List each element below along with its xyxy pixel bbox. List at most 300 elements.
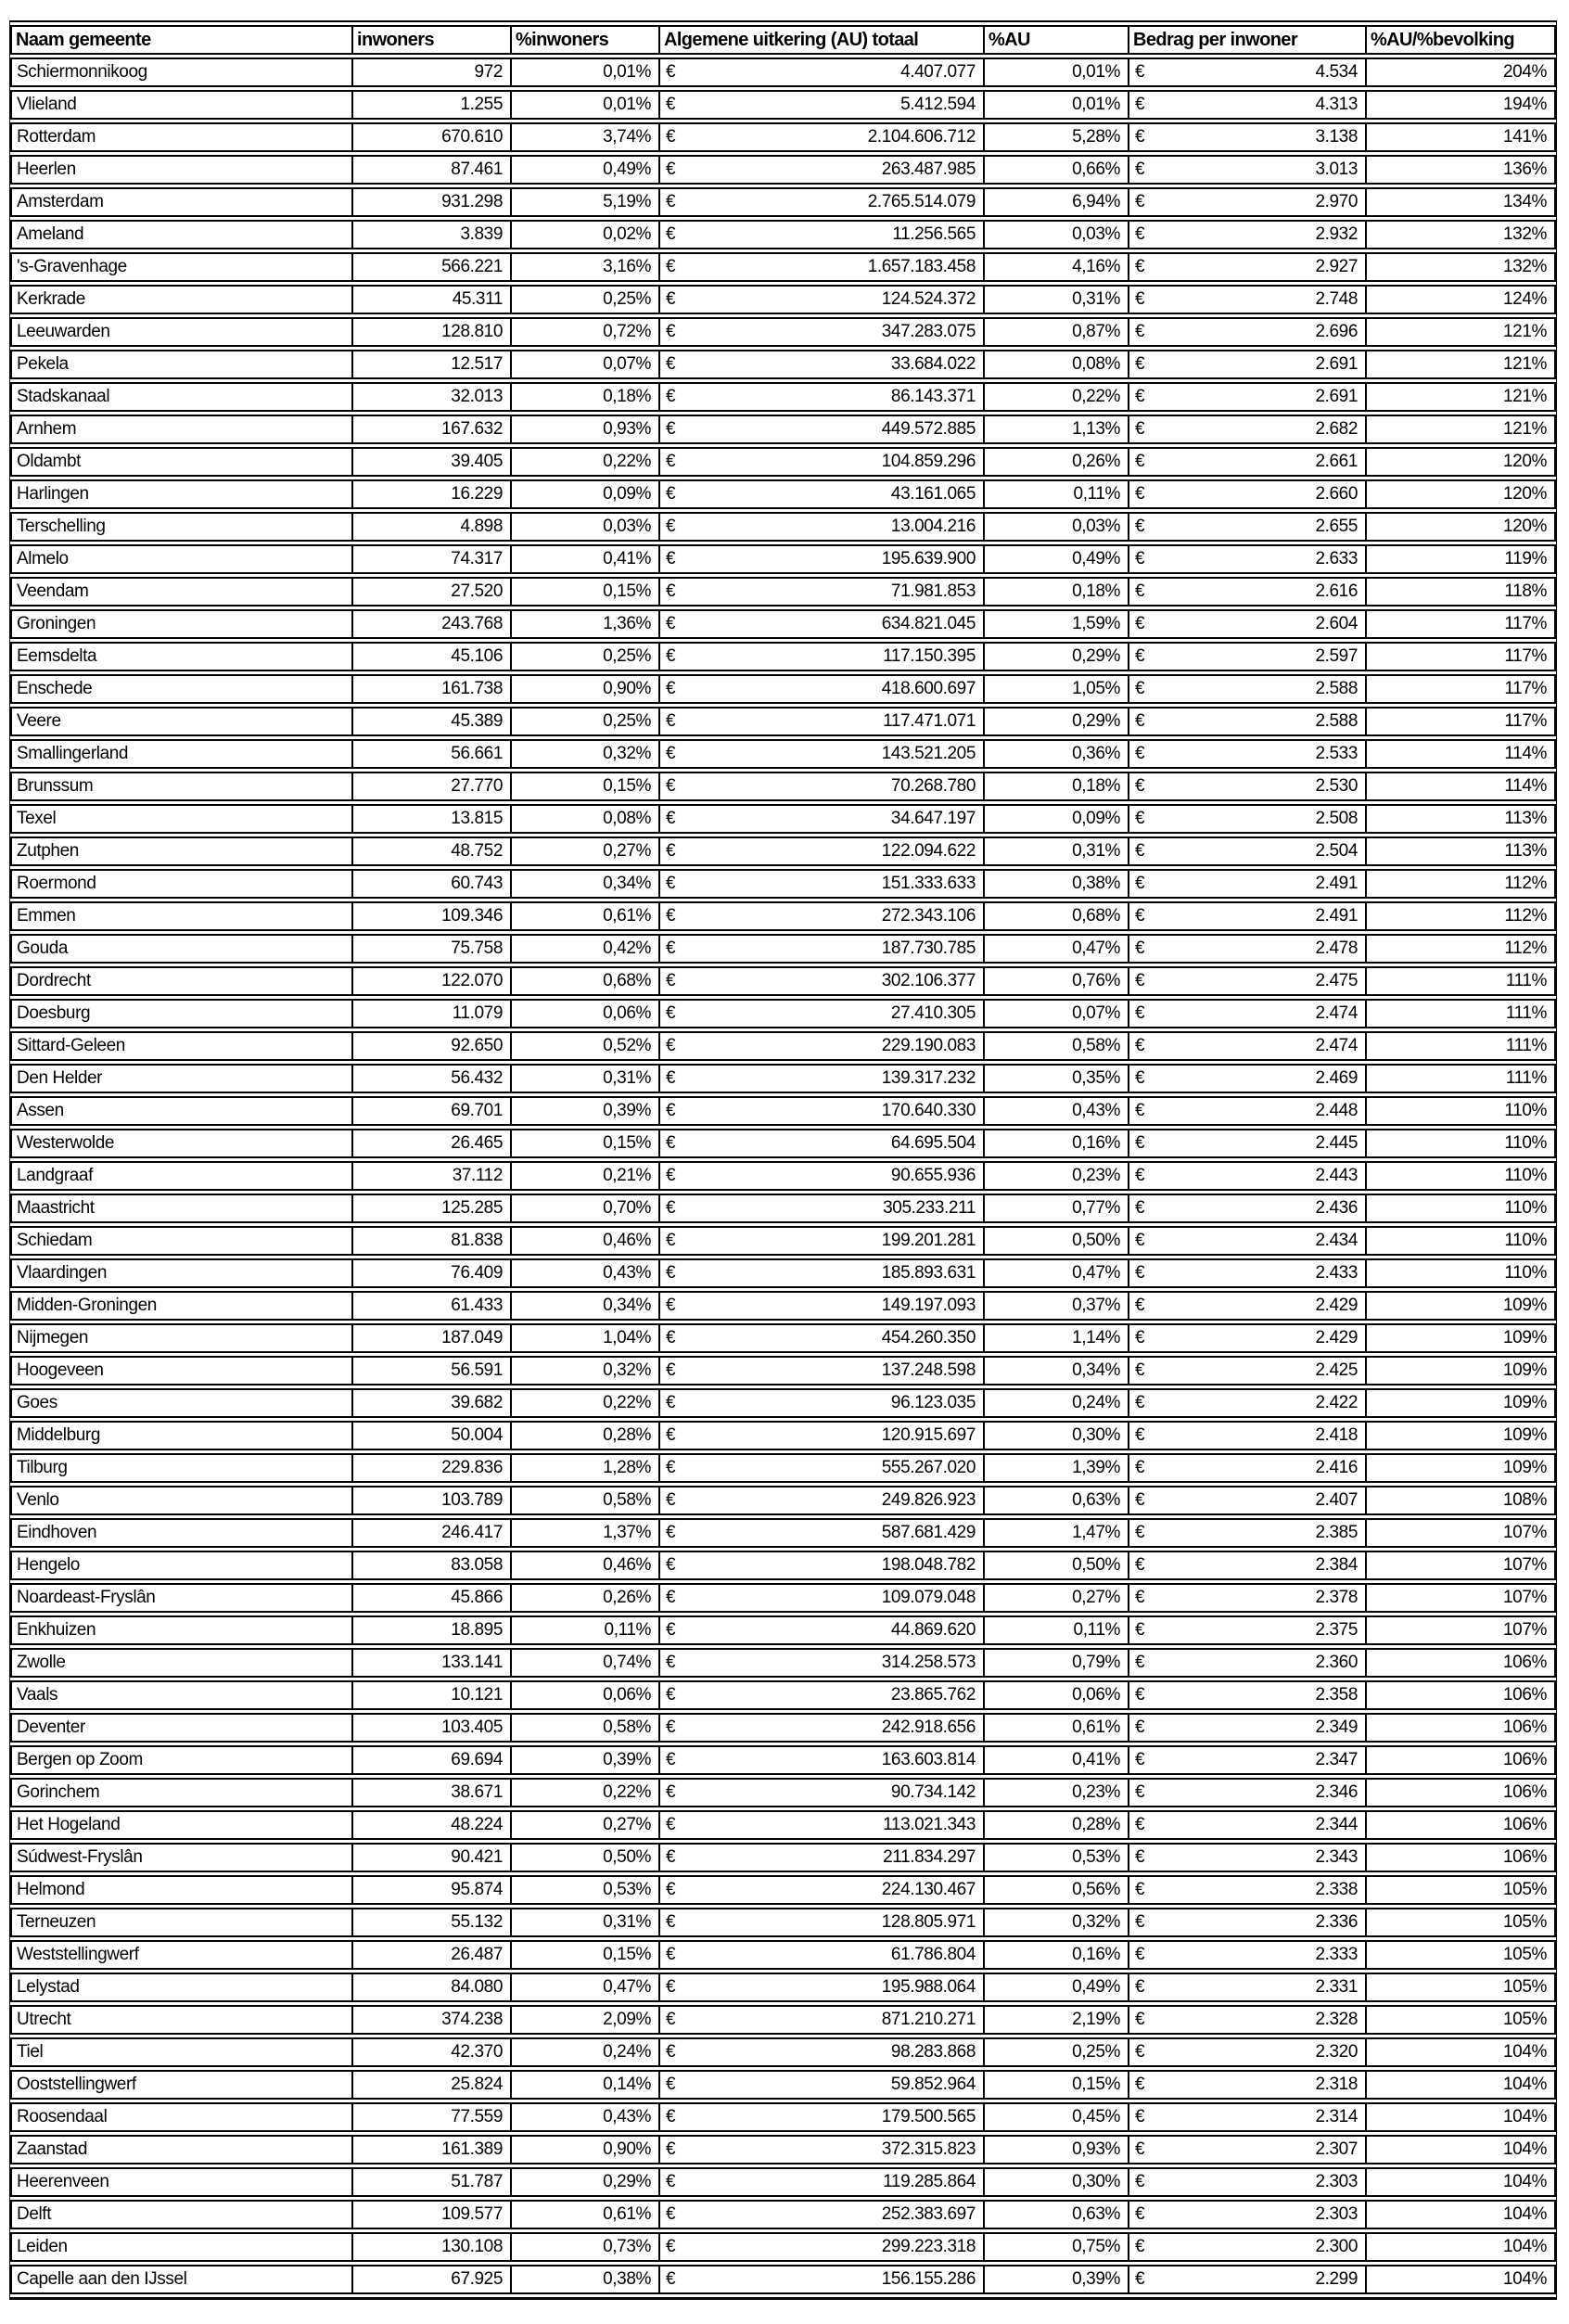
table-row: [10, 1843, 1556, 1872]
cell-pct_inwoners: 0,14%: [512, 2070, 660, 2100]
cell-inwoners: 42.370: [353, 2037, 512, 2067]
cell-pct_inwoners: 1,36%: [512, 609, 660, 639]
cell-pct_au_pct_bevolking: 110%: [1367, 1096, 1556, 1126]
cell-pct_inwoners: 0,39%: [512, 1096, 660, 1126]
cell-naam_gemeente: Groningen: [10, 609, 353, 639]
euro-symbol: €: [1135, 387, 1145, 406]
euro-symbol: €: [666, 2204, 676, 2224]
cell-naam_gemeente: Den Helder: [10, 1064, 353, 1093]
cell-pct_au: 0,93%: [985, 2135, 1129, 2164]
cell-pct_inwoners: 0,58%: [512, 1713, 660, 1743]
cell-naam_gemeente: Enkhuizen: [10, 1615, 353, 1645]
cell-pct_inwoners: 0,32%: [512, 739, 660, 769]
euro-symbol: €: [666, 2237, 676, 2256]
cell-bedrag_per_inwoner: [1129, 122, 1367, 152]
cell-pct_au_pct_bevolking: 108%: [1367, 1486, 1556, 1515]
cell-pct_au: 0,31%: [985, 836, 1129, 866]
euro-symbol: €: [666, 62, 676, 82]
euro-symbol: €: [1135, 776, 1145, 796]
cell-value: 2.927: [1315, 257, 1358, 276]
cell-pct_inwoners: 0,53%: [512, 1875, 660, 1905]
cell-inwoners: 50.004: [353, 1421, 512, 1450]
cell-inwoners: 45.311: [353, 285, 512, 314]
cell-inwoners: 109.577: [353, 2200, 512, 2229]
table-row: [10, 966, 1556, 996]
cell-pct_inwoners: 0,03%: [512, 512, 660, 542]
cell-pct_au_pct_bevolking: 117%: [1367, 707, 1556, 736]
cell-bedrag_per_inwoner: [1129, 285, 1367, 314]
cell-inwoners: 45.106: [353, 642, 512, 671]
cell-value: 117.471.071: [883, 711, 976, 731]
cell-inwoners: 75.758: [353, 934, 512, 964]
cell-value: 587.681.429: [881, 1523, 976, 1542]
cell-pct_au: 0,01%: [985, 57, 1129, 87]
cell-pct_inwoners: 0,02%: [512, 220, 660, 249]
cell-inwoners: 128.810: [353, 317, 512, 347]
cell-naam_gemeente: Hengelo: [10, 1551, 353, 1580]
euro-symbol: €: [1135, 160, 1145, 179]
cell-pct_au: 0,27%: [985, 1583, 1129, 1613]
cell-naam_gemeente: Enschede: [10, 674, 353, 704]
cell-pct_inwoners: 0,15%: [512, 1129, 660, 1158]
cell-inwoners: 246.417: [353, 1518, 512, 1548]
euro-symbol: €: [666, 1880, 676, 1899]
euro-symbol: €: [1135, 1977, 1145, 1997]
cell-pct_au_pct_bevolking: 109%: [1367, 1356, 1556, 1385]
cell-value: 96.123.035: [890, 1393, 976, 1412]
table-row: [10, 1388, 1556, 1418]
cell-pct_inwoners: 0,70%: [512, 1194, 660, 1223]
cell-value: 151.333.633: [881, 874, 976, 893]
cell-naam_gemeente: Weststellingwerf: [10, 1940, 353, 1970]
cell-pct_inwoners: 0,68%: [512, 966, 660, 996]
cell-value: 2.314: [1315, 2107, 1358, 2126]
cell-inwoners: 125.285: [353, 1194, 512, 1223]
cell-au_totaal: [660, 122, 985, 152]
cell-pct_au: 1,39%: [985, 1453, 1129, 1483]
cell-naam_gemeente: Stadskanaal: [10, 382, 353, 412]
table-row: [10, 642, 1556, 671]
cell-pct_inwoners: 0,39%: [512, 1745, 660, 1775]
cell-pct_au: 0,76%: [985, 966, 1129, 996]
cell-inwoners: 81.838: [353, 1226, 512, 1256]
cell-pct_au: 1,13%: [985, 415, 1129, 444]
cell-pct_au: 0,18%: [985, 577, 1129, 607]
table-row: [10, 577, 1556, 607]
cell-pct_au: 0,24%: [985, 1388, 1129, 1418]
cell-pct_inwoners: 3,74%: [512, 122, 660, 152]
table-row: [10, 1453, 1556, 1483]
cell-value: 2.660: [1315, 484, 1358, 504]
cell-value: 120.915.697: [881, 1425, 976, 1445]
cell-value: 2.932: [1315, 224, 1358, 244]
cell-bedrag_per_inwoner: [1129, 2232, 1367, 2262]
cell-inwoners: 133.141: [353, 1648, 512, 1678]
euro-symbol: €: [1135, 2075, 1145, 2094]
cell-au_totaal: [660, 836, 985, 866]
cell-pct_au_pct_bevolking: 104%: [1367, 2102, 1556, 2132]
cell-pct_au: 0,49%: [985, 544, 1129, 574]
euro-symbol: €: [666, 1555, 676, 1575]
cell-value: 2.970: [1315, 192, 1358, 211]
euro-symbol: €: [666, 939, 676, 958]
cell-bedrag_per_inwoner: [1129, 999, 1367, 1028]
cell-pct_au: 0,50%: [985, 1551, 1129, 1580]
cell-bedrag_per_inwoner: [1129, 317, 1367, 347]
cell-bedrag_per_inwoner: [1129, 2102, 1367, 2132]
cell-au_totaal: [660, 772, 985, 801]
table-row: [10, 674, 1556, 704]
cell-inwoners: 27.520: [353, 577, 512, 607]
cell-pct_au_pct_bevolking: 109%: [1367, 1291, 1556, 1321]
cell-au_totaal: [660, 512, 985, 542]
euro-symbol: €: [1135, 1912, 1145, 1932]
cell-pct_au: 0,30%: [985, 1421, 1129, 1450]
cell-pct_inwoners: 0,15%: [512, 1940, 660, 1970]
cell-pct_au: 0,36%: [985, 739, 1129, 769]
cell-pct_au: 0,23%: [985, 1161, 1129, 1191]
cell-au_totaal: [660, 447, 985, 477]
cell-value: 90.734.142: [890, 1782, 976, 1802]
cell-au_totaal: [660, 1518, 985, 1548]
cell-value: 2.328: [1315, 2010, 1358, 2029]
table-row: [10, 1421, 1556, 1450]
cell-au_totaal: [660, 1745, 985, 1775]
euro-symbol: €: [666, 1296, 676, 1315]
cell-pct_inwoners: 0,46%: [512, 1226, 660, 1256]
cell-pct_au_pct_bevolking: 111%: [1367, 999, 1556, 1028]
euro-symbol: €: [666, 1101, 676, 1120]
euro-symbol: €: [666, 1003, 676, 1023]
cell-naam_gemeente: Zaanstad: [10, 2135, 353, 2164]
euro-symbol: €: [1135, 1458, 1145, 1477]
cell-bedrag_per_inwoner: [1129, 1518, 1367, 1548]
cell-value: 2.616: [1315, 581, 1358, 601]
cell-pct_inwoners: 0,29%: [512, 2167, 660, 2197]
euro-symbol: €: [666, 874, 676, 893]
cell-value: 2.378: [1315, 1588, 1358, 1607]
cell-pct_au: 0,29%: [985, 707, 1129, 736]
cell-naam_gemeente: Noardeast-Fryslân: [10, 1583, 353, 1613]
cell-bedrag_per_inwoner: [1129, 804, 1367, 834]
municipalities-table: [9, 20, 1557, 2300]
cell-naam_gemeente: Vlaardingen: [10, 1258, 353, 1288]
cell-value: 4.313: [1315, 95, 1358, 114]
cell-pct_au_pct_bevolking: 121%: [1367, 317, 1556, 347]
cell-bedrag_per_inwoner: [1129, 57, 1367, 87]
cell-value: 128.805.971: [881, 1912, 976, 1932]
cell-value: 44.869.620: [890, 1620, 976, 1640]
cell-inwoners: 56.661: [353, 739, 512, 769]
cell-inwoners: 56.432: [353, 1064, 512, 1093]
cell-au_totaal: [660, 1583, 985, 1613]
cell-bedrag_per_inwoner: [1129, 415, 1367, 444]
cell-au_totaal: [660, 1194, 985, 1223]
euro-symbol: €: [666, 1620, 676, 1640]
cell-pct_au: 0,63%: [985, 1486, 1129, 1515]
cell-value: 170.640.330: [881, 1101, 976, 1120]
cell-au_totaal: [660, 869, 985, 899]
table-row: [10, 1583, 1556, 1613]
cell-bedrag_per_inwoner: [1129, 674, 1367, 704]
cell-value: 119.285.864: [883, 2172, 976, 2191]
cell-au_totaal: [660, 2200, 985, 2229]
cell-inwoners: 38.671: [353, 1778, 512, 1807]
cell-naam_gemeente: Zutphen: [10, 836, 353, 866]
header-row: [10, 25, 1556, 55]
cell-bedrag_per_inwoner: [1129, 1778, 1367, 1807]
euro-symbol: €: [1135, 809, 1145, 828]
euro-symbol: €: [1135, 1360, 1145, 1380]
cell-pct_inwoners: 1,04%: [512, 1323, 660, 1353]
cell-bedrag_per_inwoner: [1129, 512, 1367, 542]
cell-inwoners: 103.405: [353, 1713, 512, 1743]
cell-value: 61.786.804: [890, 1945, 976, 1964]
cell-au_totaal: [660, 2232, 985, 2262]
cell-pct_inwoners: 0,34%: [512, 869, 660, 899]
cell-value: 2.475: [1315, 971, 1358, 990]
euro-symbol: €: [1135, 1523, 1145, 1542]
cell-au_totaal: [660, 1258, 985, 1288]
cell-pct_au_pct_bevolking: 105%: [1367, 1908, 1556, 1937]
euro-symbol: €: [666, 1977, 676, 1997]
euro-symbol: €: [1135, 2139, 1145, 2159]
cell-bedrag_per_inwoner: [1129, 1908, 1367, 1937]
table-row: [10, 512, 1556, 542]
cell-value: 2.320: [1315, 2042, 1358, 2062]
table-row: [10, 609, 1556, 639]
cell-value: 249.826.923: [881, 1490, 976, 1510]
cell-pct_inwoners: 0,72%: [512, 317, 660, 347]
cell-pct_inwoners: 0,25%: [512, 707, 660, 736]
cell-value: 2.469: [1315, 1068, 1358, 1088]
table-row: [10, 57, 1556, 87]
euro-symbol: €: [666, 809, 676, 828]
euro-symbol: €: [666, 2172, 676, 2191]
cell-bedrag_per_inwoner: [1129, 1064, 1367, 1093]
cell-value: 2.384: [1315, 1555, 1358, 1575]
cell-value: 302.106.377: [881, 971, 976, 990]
cell-pct_inwoners: 5,19%: [512, 187, 660, 217]
table-row: [10, 1258, 1556, 1288]
cell-pct_inwoners: 0,46%: [512, 1551, 660, 1580]
euro-symbol: €: [666, 419, 676, 439]
cell-pct_au_pct_bevolking: 107%: [1367, 1615, 1556, 1645]
cell-value: 2.491: [1315, 906, 1358, 926]
table-row: [10, 2070, 1556, 2100]
euro-symbol: €: [666, 1523, 676, 1542]
euro-symbol: €: [666, 1133, 676, 1153]
cell-value: 2.425: [1315, 1360, 1358, 1380]
euro-symbol: €: [666, 95, 676, 114]
cell-value: 195.639.900: [881, 549, 976, 568]
cell-pct_au: 0,38%: [985, 869, 1129, 899]
cell-pct_inwoners: 0,43%: [512, 2102, 660, 2132]
euro-symbol: €: [1135, 1588, 1145, 1607]
cell-value: 139.317.232: [881, 1068, 976, 1088]
euro-symbol: €: [1135, 1101, 1145, 1120]
cell-value: 2.434: [1315, 1231, 1358, 1250]
euro-symbol: €: [666, 679, 676, 698]
euro-symbol: €: [666, 1263, 676, 1283]
table-row: [10, 1615, 1556, 1645]
cell-au_totaal: [660, 57, 985, 87]
cell-bedrag_per_inwoner: [1129, 2005, 1367, 2035]
cell-pct_au_pct_bevolking: 105%: [1367, 1875, 1556, 1905]
cell-inwoners: 109.346: [353, 901, 512, 931]
cell-pct_au: 0,56%: [985, 1875, 1129, 1905]
cell-value: 2.375: [1315, 1620, 1358, 1640]
cell-value: 454.260.350: [881, 1328, 976, 1347]
cell-pct_inwoners: 0,61%: [512, 901, 660, 931]
euro-symbol: €: [666, 1198, 676, 1218]
cell-pct_au: 0,63%: [985, 2200, 1129, 2229]
cell-value: 224.130.467: [881, 1880, 976, 1899]
euro-symbol: €: [1135, 711, 1145, 731]
column-header-bedrag_per_inwoner: Bedrag per inwoner: [1129, 25, 1367, 55]
cell-pct_au_pct_bevolking: 106%: [1367, 1843, 1556, 1872]
cell-pct_inwoners: 0,07%: [512, 350, 660, 379]
cell-pct_inwoners: 0,32%: [512, 1356, 660, 1385]
cell-au_totaal: [660, 1908, 985, 1937]
cell-value: 4.534: [1315, 62, 1358, 82]
cell-naam_gemeente: Doesburg: [10, 999, 353, 1028]
cell-bedrag_per_inwoner: [1129, 350, 1367, 379]
euro-symbol: €: [666, 1490, 676, 1510]
cell-pct_au: 0,18%: [985, 772, 1129, 801]
cell-inwoners: 61.433: [353, 1291, 512, 1321]
euro-symbol: €: [666, 354, 676, 374]
cell-pct_au: 4,16%: [985, 252, 1129, 282]
cell-naam_gemeente: Heerenveen: [10, 2167, 353, 2197]
euro-symbol: €: [1135, 1328, 1145, 1347]
cell-value: 449.572.885: [881, 419, 976, 439]
table-row: [10, 1551, 1556, 1580]
spreadsheet-table-container: [9, 20, 1557, 2300]
cell-bedrag_per_inwoner: [1129, 642, 1367, 671]
cell-pct_au_pct_bevolking: 119%: [1367, 544, 1556, 574]
cell-pct_au_pct_bevolking: 113%: [1367, 836, 1556, 866]
table-row: [10, 1680, 1556, 1710]
cell-naam_gemeente: Utrecht: [10, 2005, 353, 2035]
cell-value: 299.223.318: [881, 2237, 976, 2256]
cell-value: 418.600.697: [881, 679, 976, 698]
table-row: [10, 1486, 1556, 1515]
cell-naam_gemeente: Maastricht: [10, 1194, 353, 1223]
euro-symbol: €: [1135, 1490, 1145, 1510]
cell-pct_inwoners: 0,15%: [512, 577, 660, 607]
cell-pct_au: 0,30%: [985, 2167, 1129, 2197]
cell-pct_au: 6,94%: [985, 187, 1129, 217]
euro-symbol: €: [666, 1782, 676, 1802]
cell-au_totaal: [660, 2005, 985, 2035]
cell-bedrag_per_inwoner: [1129, 1291, 1367, 1321]
cell-pct_au: 1,59%: [985, 609, 1129, 639]
cell-value: 2.597: [1315, 646, 1358, 666]
euro-symbol: €: [666, 289, 676, 309]
euro-symbol: €: [1135, 1880, 1145, 1899]
euro-symbol: €: [1135, 1555, 1145, 1575]
cell-pct_inwoners: 0,52%: [512, 1031, 660, 1061]
euro-symbol: €: [666, 484, 676, 504]
cell-au_totaal: [660, 2265, 985, 2294]
cell-pct_au_pct_bevolking: 110%: [1367, 1194, 1556, 1223]
cell-value: 2.491: [1315, 874, 1358, 893]
cell-pct_au_pct_bevolking: 110%: [1367, 1226, 1556, 1256]
cell-inwoners: 161.738: [353, 674, 512, 704]
table-row: [10, 2037, 1556, 2067]
euro-symbol: €: [666, 1036, 676, 1055]
table-row: [10, 1908, 1556, 1937]
cell-pct_inwoners: 0,58%: [512, 1486, 660, 1515]
cell-pct_au: 0,01%: [985, 90, 1129, 120]
cell-inwoners: 122.070: [353, 966, 512, 996]
cell-value: 2.661: [1315, 452, 1358, 471]
cell-au_totaal: [660, 1031, 985, 1061]
cell-value: 2.349: [1315, 1717, 1358, 1737]
cell-value: 2.303: [1315, 2172, 1358, 2191]
cell-pct_inwoners: 0,06%: [512, 999, 660, 1028]
cell-value: 187.730.785: [881, 939, 976, 958]
cell-naam_gemeente: Kerkrade: [10, 285, 353, 314]
cell-naam_gemeente: Hoogeveen: [10, 1356, 353, 1385]
cell-naam_gemeente: Arnhem: [10, 415, 353, 444]
cell-value: 372.315.823: [881, 2139, 976, 2159]
cell-pct_au_pct_bevolking: 112%: [1367, 934, 1556, 964]
table-row: [10, 1810, 1556, 1840]
cell-pct_au_pct_bevolking: 109%: [1367, 1323, 1556, 1353]
euro-symbol: €: [666, 1458, 676, 1477]
cell-inwoners: 374.238: [353, 2005, 512, 2035]
cell-value: 2.300: [1315, 2237, 1358, 2256]
cell-value: 33.684.022: [890, 354, 976, 374]
cell-bedrag_per_inwoner: [1129, 544, 1367, 574]
euro-symbol: €: [666, 1231, 676, 1250]
cell-bedrag_per_inwoner: [1129, 901, 1367, 931]
cell-au_totaal: [660, 479, 985, 509]
table-row: [10, 155, 1556, 185]
cell-naam_gemeente: Súdwest-Fryslân: [10, 1843, 353, 1872]
cell-naam_gemeente: Deventer: [10, 1713, 353, 1743]
cell-pct_au: 0,58%: [985, 1031, 1129, 1061]
cell-value: 11.256.565: [892, 224, 976, 244]
cell-pct_au: 0,77%: [985, 1194, 1129, 1223]
cell-value: 98.283.868: [890, 2042, 976, 2062]
cell-inwoners: 60.743: [353, 869, 512, 899]
cell-naam_gemeente: Zwolle: [10, 1648, 353, 1678]
cell-bedrag_per_inwoner: [1129, 1486, 1367, 1515]
cell-pct_au_pct_bevolking: 105%: [1367, 1940, 1556, 1970]
cell-pct_au_pct_bevolking: 121%: [1367, 350, 1556, 379]
cell-inwoners: 87.461: [353, 155, 512, 185]
euro-symbol: €: [666, 1425, 676, 1445]
cell-value: 2.346: [1315, 1782, 1358, 1802]
cell-bedrag_per_inwoner: [1129, 2037, 1367, 2067]
cell-pct_inwoners: 0,90%: [512, 2135, 660, 2164]
euro-symbol: €: [1135, 1133, 1145, 1153]
cell-pct_inwoners: 0,21%: [512, 1161, 660, 1191]
cell-au_totaal: [660, 901, 985, 931]
cell-pct_au_pct_bevolking: 194%: [1367, 90, 1556, 120]
cell-pct_au_pct_bevolking: 111%: [1367, 1031, 1556, 1061]
cell-au_totaal: [660, 1615, 985, 1645]
cell-au_totaal: [660, 1291, 985, 1321]
cell-value: 2.416: [1315, 1458, 1358, 1477]
cell-au_totaal: [660, 285, 985, 314]
cell-value: 59.852.964: [890, 2075, 976, 2094]
cell-inwoners: 55.132: [353, 1908, 512, 1937]
euro-symbol: €: [1135, 1198, 1145, 1218]
